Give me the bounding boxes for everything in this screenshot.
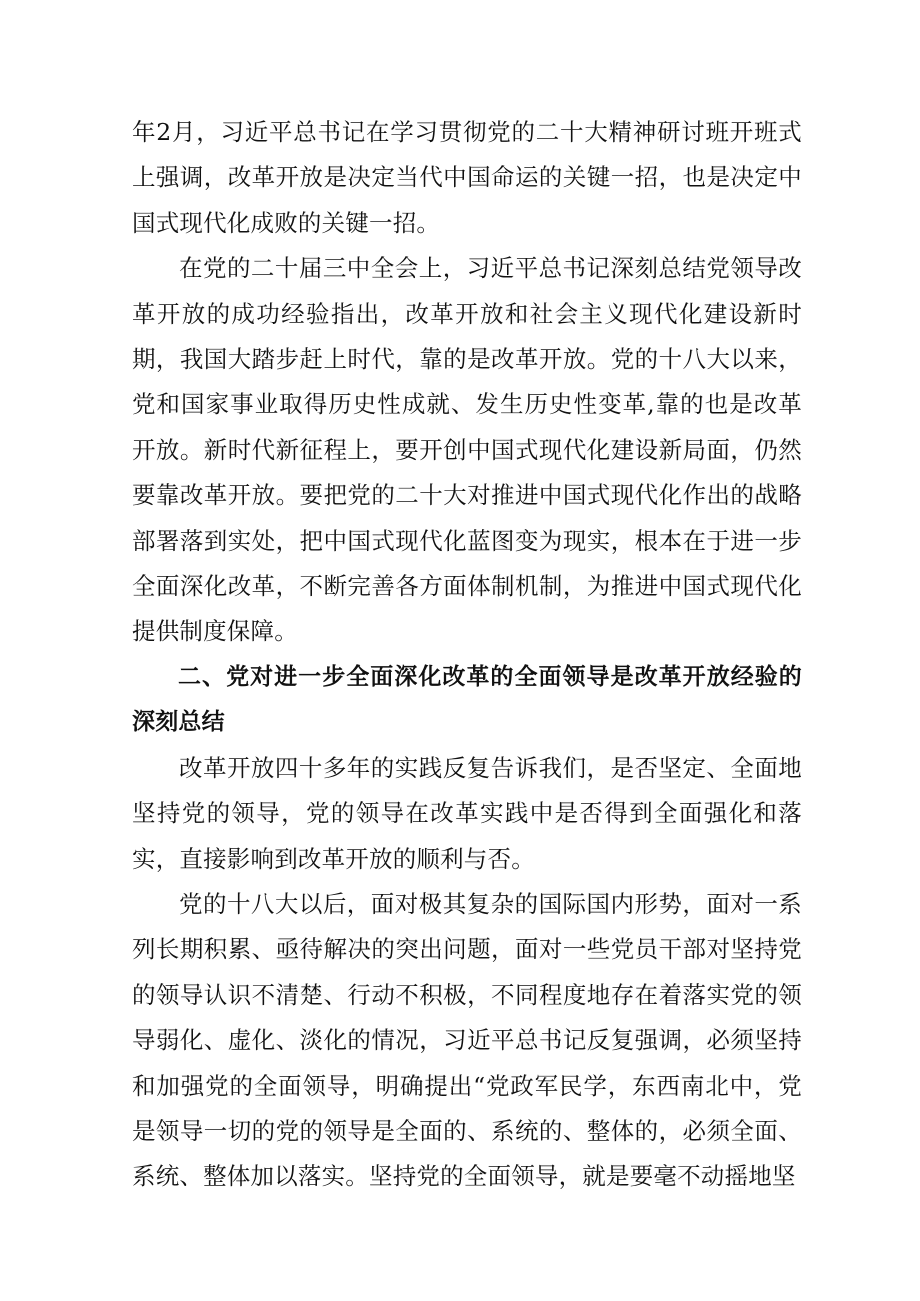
paragraph-continuation: 年2月，习近平总书记在学习贯彻党的二十大精神研讨班开班式上强调，改革开放是决定当代中国命运的关键一招，也是决定中国式现代化成败的关键一招。	[132, 118, 802, 237]
paragraph-third-plenum: 在党的二十届三中全会上，习近平总书记深刻总结党领导改革开放的成功经验指出，改革开放和社会主义现代化建设新时期，我国大踏步赶上时代，靠的是改革开放。党的十八大以来，党和国家事业取得历史性成就、发生历史性变革,靠的也是改革开放。新时代新征程上，要开创中国式现代化建设新局面，仍然要靠改革开放。要把党的二十大对推进中国式现代化作出的战略部署落到实处，把中国式现代化蓝图变为现实，根本在于进一步全面深化改革，不断完善各方面体制机制，为推进中国式现代化提供制度保障。	[132, 254, 802, 646]
document-body	[132, 110, 802, 1200]
paragraph-reform-practice: 改革开放四十多年的实践反复告诉我们，是否坚定、全面地坚持党的领导，党的领导在改革实践中是否得到全面强化和落实，直接影响到改革开放的顺利与否。	[132, 753, 802, 873]
section-heading-two: 二、党对进一步全面深化改革的全面领导是改革开放经验的深刻总结	[132, 663, 802, 736]
paragraph-eighteenth-congress: 党的十八大以后，面对极其复杂的国际国内形势，面对一系列长期积累、亟待解决的突出问题，面对一些党员干部对坚持党的领导认识不清楚、行动不积极，不同程度地存在着落实党的领导弱化、虚化、淡化的情况，习近平总书记反复强调，必须坚持和加强党的全面领导，明确提出“党政军民学，东西南北中，党是领导一切的党的领导是全面的、系统的、整体的，必须全面、系统、整体加以落实。坚持党的全面领导，就是要毫不动摇地坚	[132, 889, 802, 1191]
